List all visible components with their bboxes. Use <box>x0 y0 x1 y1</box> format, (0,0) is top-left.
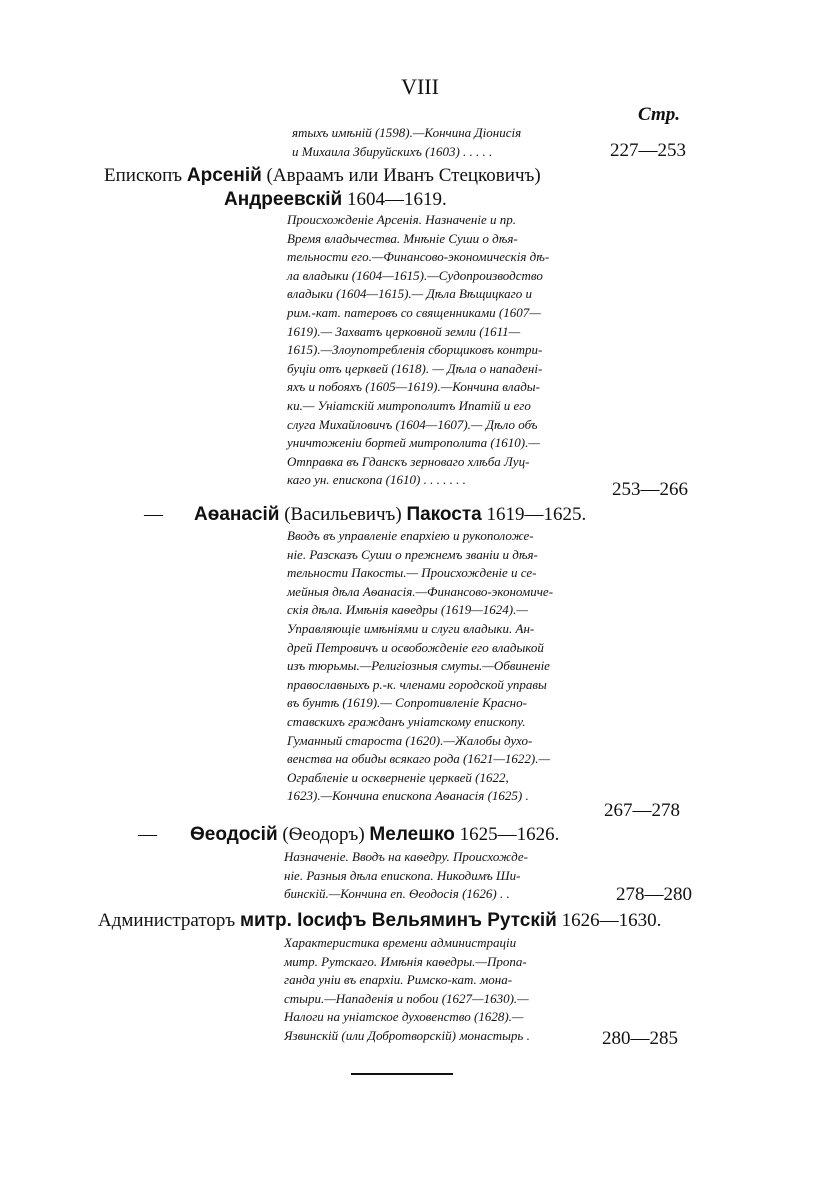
bishop-years: 1604—1619. <box>347 189 447 210</box>
entry-pages: 267—278 <box>604 800 680 821</box>
description-line: изъ тюрьмы.—Религіозныя смуты.—Обвиненіе <box>287 658 550 674</box>
description-line: яхъ и побояхъ (1605—1619).—Кончина влады- <box>287 379 540 395</box>
description-line: каго ун. епископа (1610) . . . . . . . <box>287 472 466 488</box>
bishop-name: Арсеній <box>186 165 262 186</box>
description-line: Ограбленіе и оскверненіе церквей (1622, <box>287 769 509 785</box>
administrator-name: митр. Іосифъ Вельяминъ Рутскій <box>239 910 557 931</box>
entry-dash: — <box>144 504 163 525</box>
description-line: буціи отъ церквей (1618). — Дѣла о нападені- <box>287 360 543 376</box>
bishop-surname: Андреевскій <box>224 189 343 210</box>
description-line: и Михаила Збируйскихъ (1603) . . . . . <box>292 143 493 159</box>
entry-prefix: Епископъ <box>104 165 183 186</box>
description-line: 1615).—Злоупотребленія сборщиковъ контри- <box>287 342 543 358</box>
description-line: Происхожденіе Арсенія. Назначеніе и пр. <box>287 212 516 227</box>
description-line: дрей Петровичъ и освобожденіе его владыкой <box>287 639 544 655</box>
entry-description <box>287 211 549 490</box>
entry-pages: 280—285 <box>602 1028 678 1049</box>
entry-heading <box>104 165 541 187</box>
entry-description <box>287 527 553 806</box>
description-line: бинскій.—Кончина еп. Ѳеодосія (1626) . . <box>284 886 510 902</box>
description-line: 1623).—Кончина епископа Аѳанасія (1625) . <box>287 788 529 804</box>
entry-heading <box>194 504 586 526</box>
end-rule <box>351 1073 453 1075</box>
bishop-alt-name: (Авраамъ или Иванъ Стецковичъ) <box>266 165 541 186</box>
entry-pages: 278—280 <box>616 884 692 905</box>
description-line: стыри.—Нападенія и побои (1627—1630).— <box>284 990 529 1006</box>
bishop-surname: Мелешко <box>369 824 455 845</box>
description-line: ставскихъ гражданъ уніатскому епископу. <box>287 713 526 729</box>
description-line: ніе. Разныя дѣла епископа. Никодимъ Ши- <box>284 867 521 883</box>
bishop-years: 1619—1625. <box>486 504 587 525</box>
bishop-years: 1625—1626. <box>459 824 560 845</box>
description-line: слуга Михайловичъ (1604—1607).— Дѣло объ <box>287 416 538 432</box>
entry-pages: 227—253 <box>610 140 686 161</box>
entry-description <box>284 848 528 904</box>
description-line: Назначеніе. Вводъ на каѳедру. Происхожде- <box>284 849 528 864</box>
description-line: тельности Пакосты.— Происхожденіе и се- <box>287 565 537 581</box>
entry-heading <box>190 824 559 846</box>
entry-description <box>292 124 521 161</box>
entry-pages: 253—266 <box>612 479 688 500</box>
bishop-alt-name: (Ѳеодоръ) <box>282 824 365 845</box>
entry-description <box>284 934 530 1046</box>
bishop-surname: Пакоста <box>406 504 482 525</box>
description-line: мейныя дѣла Аѳанасія.—Финансово-экономиче- <box>287 583 554 599</box>
description-line: Вводъ въ управленіе епархіею и рукоположе- <box>287 528 534 543</box>
description-line: уничтоженіи бортей митрополита (1610).— <box>287 435 540 451</box>
description-line: ніе. Разсказъ Суши о прежнемъ званіи и дѣя- <box>287 546 538 562</box>
description-line: Налоги на уніатское духовенство (1628).— <box>284 1009 524 1025</box>
entry-heading-line2 <box>224 189 447 211</box>
description-line: Гуманный староста (1620).—Жалобы духо- <box>287 732 533 748</box>
description-line: владыки (1604—1615).— Дѣла Вѣщицкаго и <box>287 286 532 302</box>
description-line: венства на обиды всякаго рода (1621—1622).— <box>287 751 551 767</box>
pages-column-header: Стр. <box>638 104 680 125</box>
administrator-years: 1626—1630. <box>561 910 662 931</box>
description-line: ки.— Уніатскій митрополитъ Ипатій и его <box>287 397 531 413</box>
description-line: ятыхъ имѣній (1598).—Кончина Діонисія <box>292 125 522 140</box>
description-line: въ бунтѣ (1619).— Сопротивленіе Красно- <box>287 695 527 711</box>
description-line: митр. Рутскаго. Имѣнія каѳедры.—Пропа- <box>284 953 527 969</box>
description-line: 1619).— Захватъ церковной земли (1611— <box>287 323 521 339</box>
entry-prefix: Администраторъ <box>98 910 236 931</box>
description-line: Время владычества. Мнѣніе Суши о дѣя- <box>287 230 518 246</box>
description-line: скія дѣла. Имѣнія каѳедры (1619—1624).— <box>287 602 528 618</box>
bishop-name: Аѳанасій <box>194 504 280 525</box>
description-line: Характеристика времени администраціи <box>284 935 517 950</box>
entry-heading <box>98 910 661 932</box>
description-line: ла владыки (1604—1615).—Судопроизводство <box>287 267 543 283</box>
bishop-name: Ѳеодосій <box>190 824 278 845</box>
description-line: Отправка въ Гданскъ зерноваго хлѣба Луц- <box>287 453 530 469</box>
entry-dash: — <box>138 824 157 845</box>
description-line: ганда уніи въ епархіи. Римско-кат. мона- <box>284 972 513 988</box>
description-line: Язвинскій (или Добротворскій) монастырь . <box>284 1027 530 1043</box>
description-line: православныхъ р.-к. членами городской управы <box>287 676 547 692</box>
description-line: Управляющіе имѣніями и слуги владыки. Ан- <box>287 620 535 636</box>
page-number: VIII <box>401 74 439 99</box>
description-line: рим.-кат. патеровъ со священниками (1607— <box>287 304 541 320</box>
bishop-alt-name: (Васильевичъ) <box>284 504 402 525</box>
description-line: тельности его.—Финансово-экономическія дѣ- <box>287 249 550 265</box>
